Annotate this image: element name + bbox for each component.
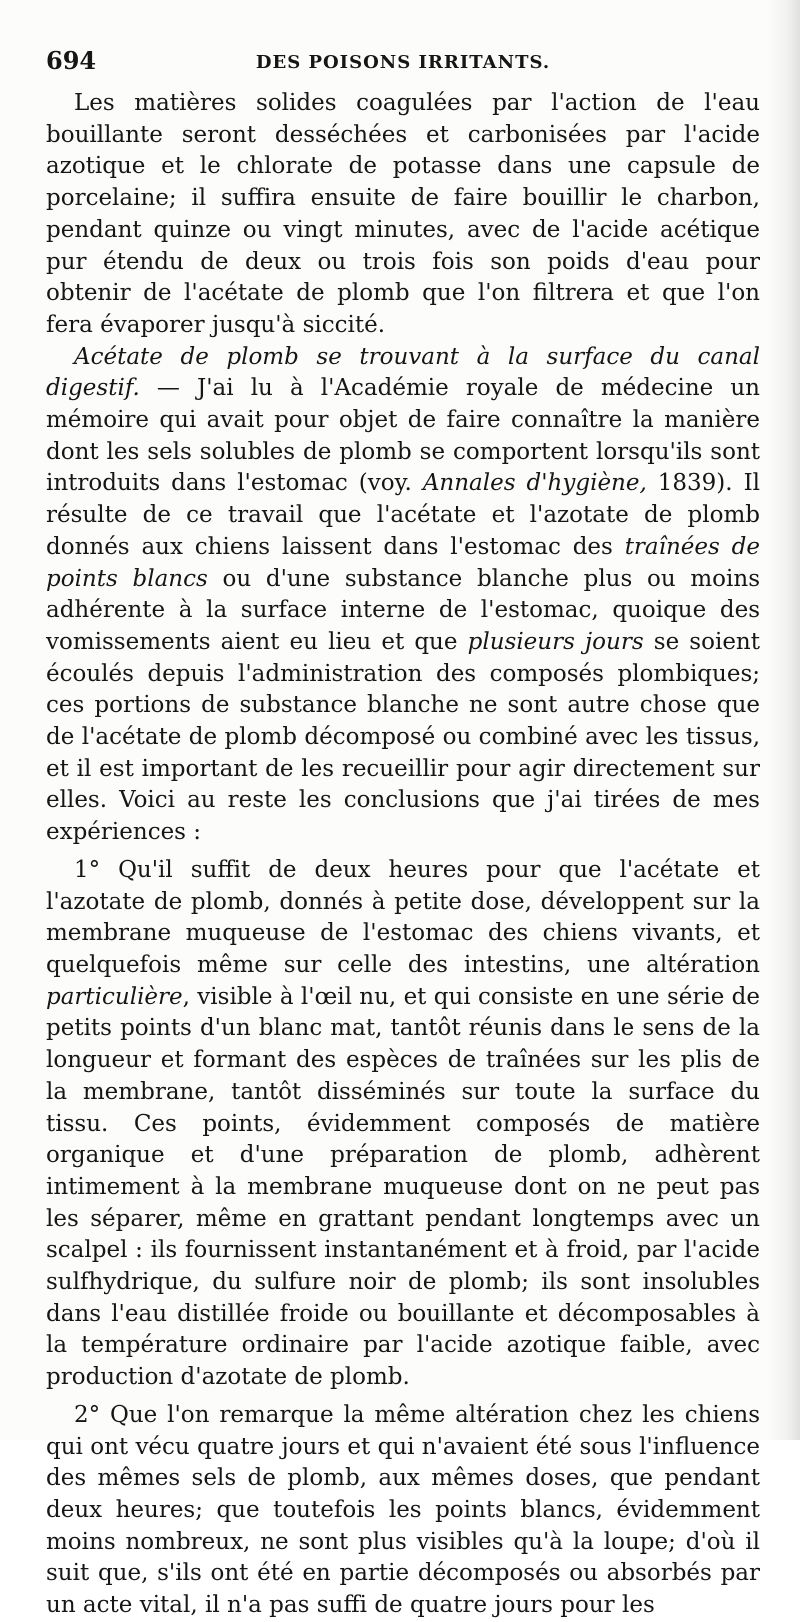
paragraph-2 — [46, 342, 760, 849]
conclusion-1-text-1: 1° Qu'il suffit de deux heures pour que l'acétate et l'azotate de plomb, donnés à petite dose, développent sur la membrane muqueuse de l'estomac des chiens vivants, et quelquefois même sur celle des intestins, une altération — [46, 856, 760, 978]
paragraph-2-text-2: 1839). Il résulte de ce travail que l'acétate et l'azotate de plomb donnés aux chiens laissent dans l'estomac des — [46, 470, 761, 560]
page-edge-shadow — [766, 0, 800, 1440]
emphasis-trainees: traînées de points blancs — [46, 533, 760, 592]
paragraph-2-text-4: se soient écoulés depuis l'administration des composés plombiques; ces portions de substance blanche ne sont autre chose que de l'acétate de plomb décomposé ou combiné avec les tissus, et il est important de les recueillir pour agir directement sur elles. Voici au reste les conclusions que j'ai tirées de mes expériences : — [46, 628, 760, 846]
paragraph-2-text-3: ou d'une substance blanche plus ou moins adhérente à la surface interne de l'estomac, quoique des vomissements aient eu lieu et que — [46, 565, 761, 655]
conclusion-2: 2° Que l'on remarque la même altération chez les chiens qui ont vécu quatre jours et qui n'avaient été sous l'influence des mêmes sels de plomb, aux mêmes doses, que pendant deux heures; que toutefois les points blancs, évidemment moins nombreux, ne sont plus visibles qu'à la loupe; d'où il suit que, s'ils ont été en partie décomposés ou absorbés par un acte vital, il n'a pas suffi de quatre jours pour les — [46, 1401, 760, 1619]
paragraph-1: Les matières solides coagulées par l'action de l'eau bouillante seront desséchées et carbonisées par l'acide azotique et le chlorate de potasse dans une capsule de porcelaine; il suffira ensuite de faire bouillir le charbon, pendant quinze ou vingt minutes, avec de l'acide acétique pur étendu de deux ou trois fois son poids d'eau pour obtenir de l'acétate de plomb que l'on filtrera et que l'on fera évaporer jusqu'à siccité. — [46, 90, 760, 338]
journal-reference: Annales d'hygiène, — [422, 470, 647, 497]
emphasis-plusieurs-jours: plusieurs jours — [467, 628, 644, 655]
emphasis-particuliere: particulière — [46, 983, 183, 1010]
paragraph-2-text-1: — J'ai lu à l'Académie royale de médecine un mémoire qui avait pour objet de faire connaître la manière dont les sels solubles de plomb se comportent lorsqu'ils sont introduits dans l'estomac (voy. — [46, 375, 760, 497]
section-heading: Acétate de plomb se trouvant à la surface du canal digestif. — [46, 343, 760, 402]
body-text — [46, 88, 760, 1622]
page-header — [46, 46, 760, 78]
running-title: DES POISONS IRRITANTS. — [255, 52, 551, 73]
conclusion-1 — [46, 855, 760, 1394]
page-number: 694 — [46, 46, 97, 75]
conclusion-1-text-2: , visible à l'œil nu, et qui consiste en une série de petits points d'un blanc mat, tantôt réunis dans le sens de la longueur et formant des espèces de traînées sur les plis de la membrane, tantôt disséminés sur toute la surface du tissu. Ces points, évidemment composés de matière organique et d'une préparation de plomb, adhèrent intimement à la membrane muqueuse dont on ne peut pas les séparer, même en grattant pendant longtemps avec un scalpel : ils fournissent instantanément et à froid, par l'acide sulfhydrique, du sulfure noir de plomb; ils sont insolubles dans l'eau distillée froide ou bouillante et décomposables à la température ordinaire par l'acide azotique faible, avec production d'azotate de plomb. — [46, 983, 760, 1391]
